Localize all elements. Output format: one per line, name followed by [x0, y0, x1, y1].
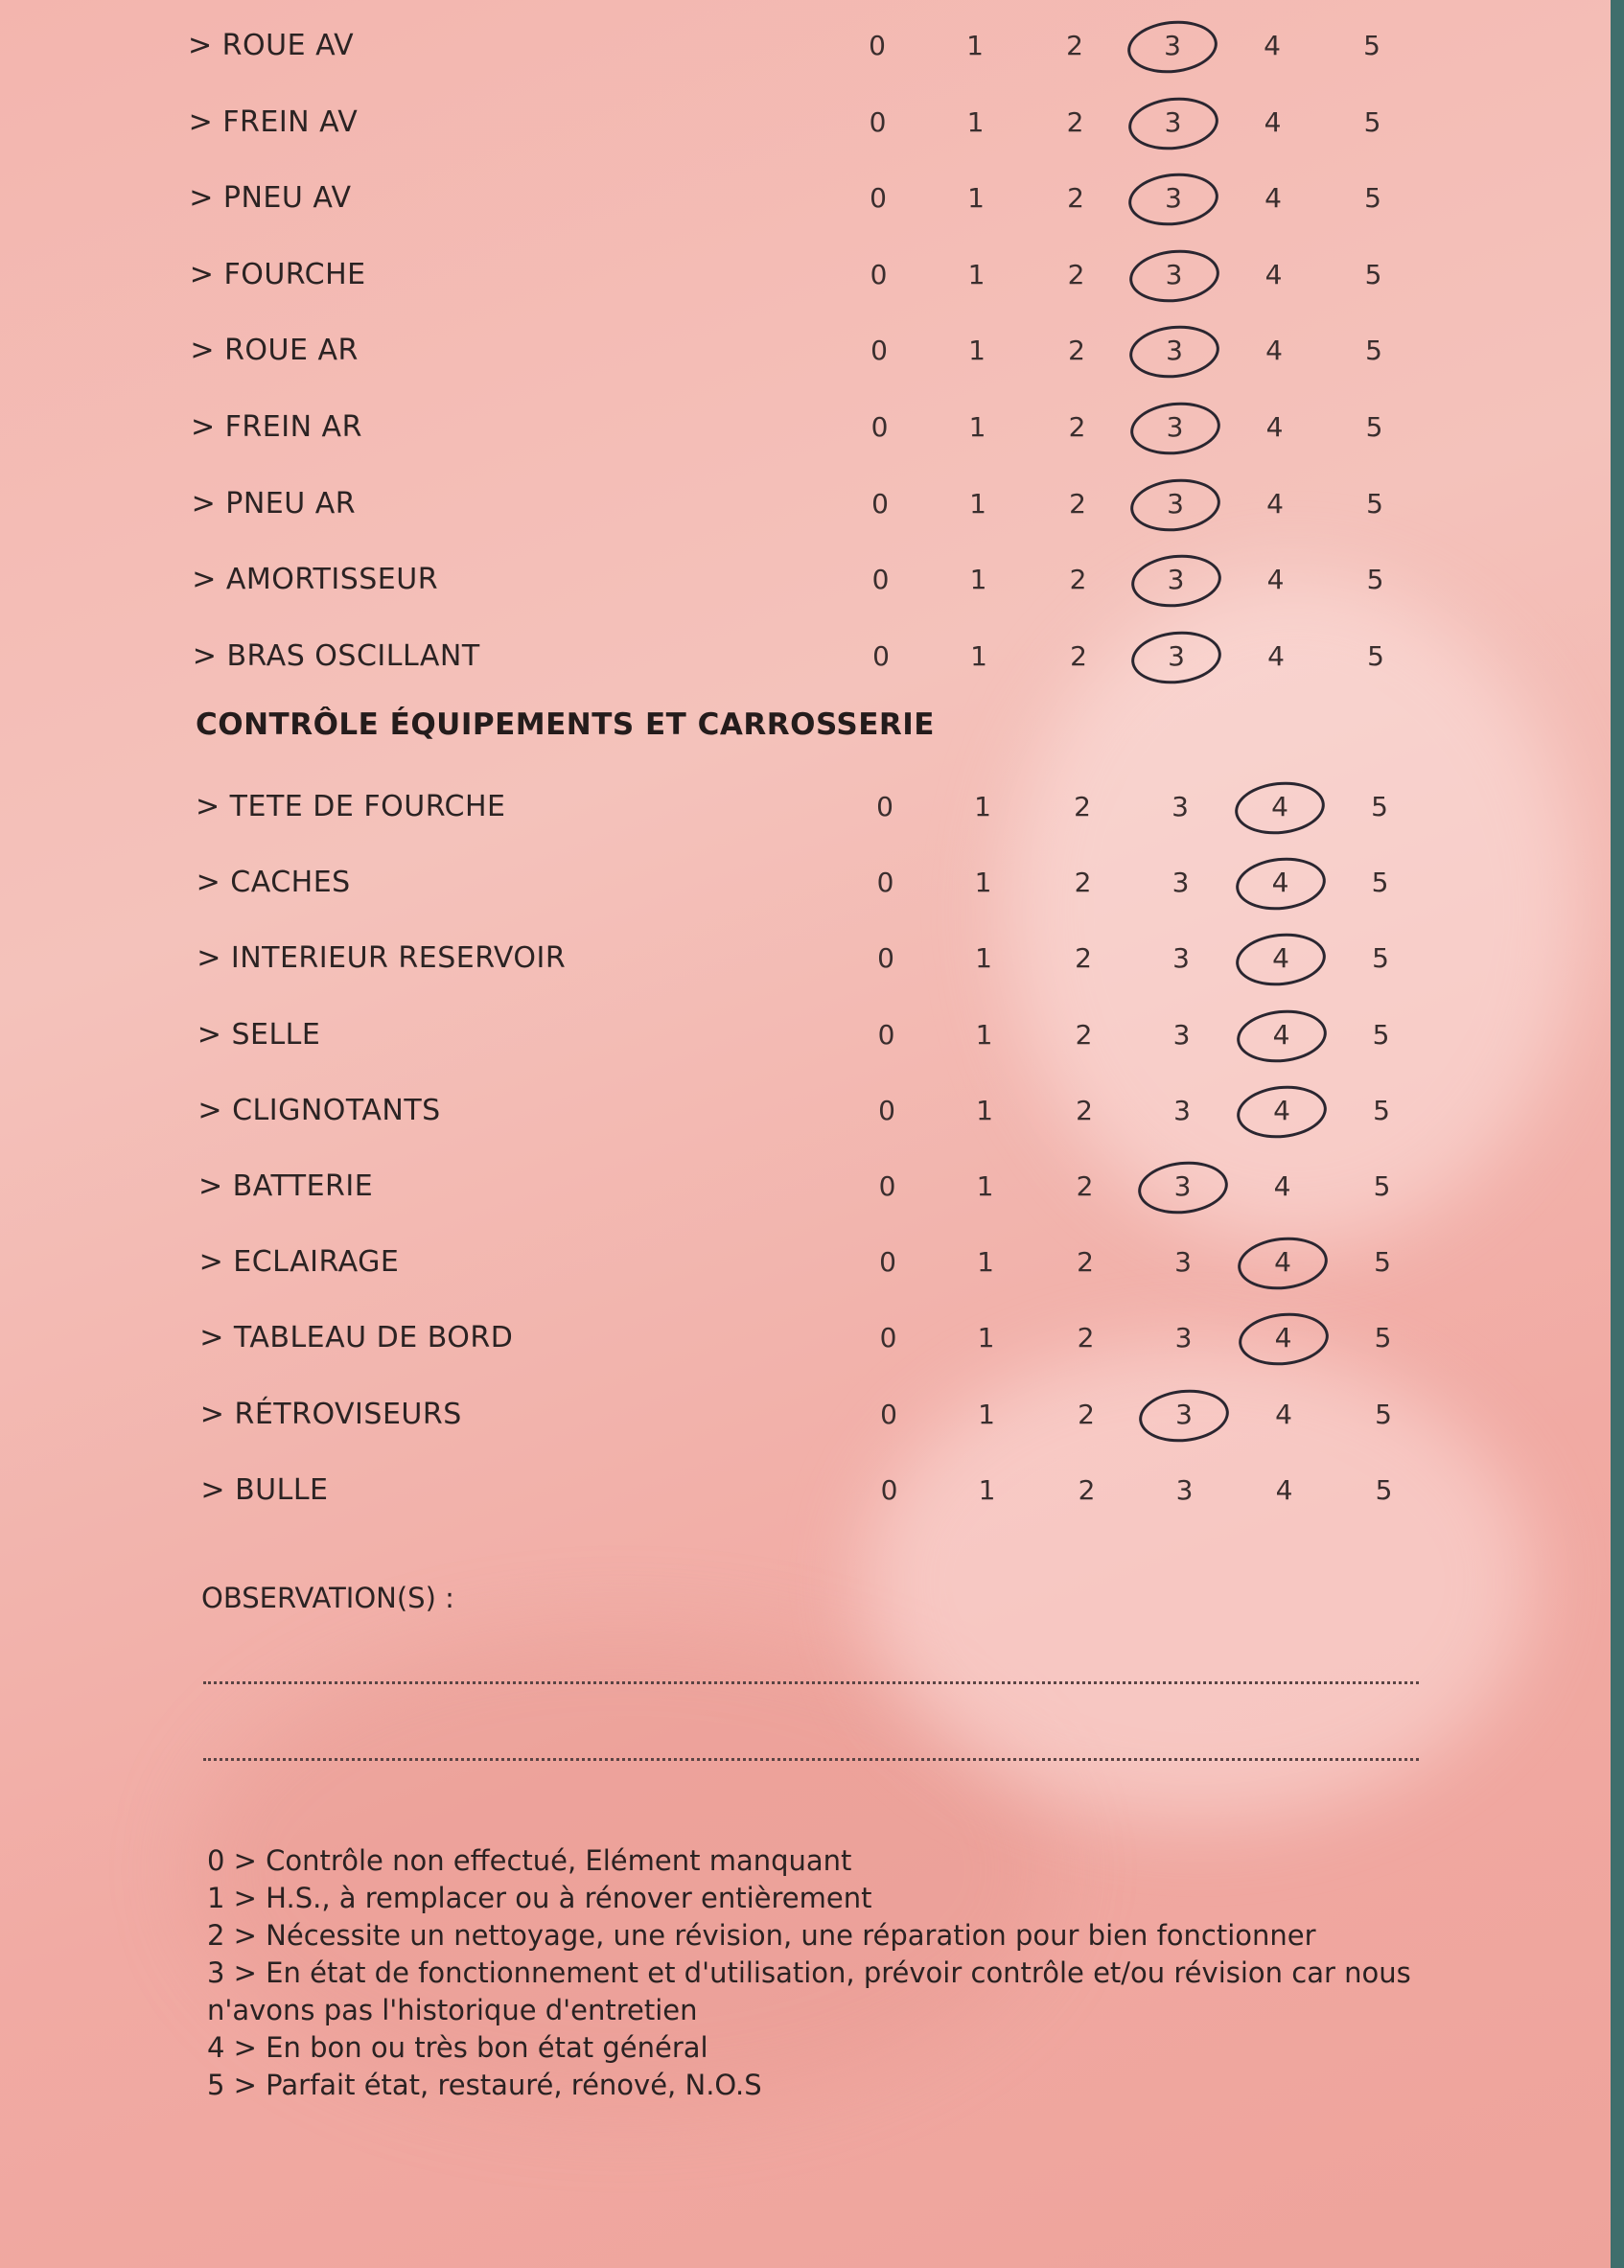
checklist-item-label: > BULLE	[200, 1472, 329, 1507]
rating-option[interactable]: 0	[871, 487, 889, 520]
observation-line[interactable]	[203, 1758, 1419, 1761]
rating-option[interactable]: 2	[1077, 1322, 1095, 1354]
rating-option[interactable]: 5	[1374, 1246, 1391, 1279]
checklist-item-label: > ROUE AV	[188, 29, 355, 62]
checklist-row	[0, 475, 1611, 533]
checklist-row	[0, 399, 1611, 456]
rating-option-selected[interactable]: 4	[1247, 854, 1314, 912]
rating-option[interactable]: 2	[1075, 942, 1092, 975]
checklist-row	[0, 246, 1611, 304]
checklist-item-label: > FREIN AV	[188, 104, 359, 139]
rating-option-selected[interactable]: 3	[1141, 322, 1208, 380]
checklist-row	[0, 1462, 1611, 1519]
rating-option[interactable]: 1	[967, 258, 986, 290]
rating-option-selected[interactable]: 3	[1143, 628, 1210, 685]
rating-option[interactable]: 5	[1373, 1170, 1391, 1202]
checklist-row	[0, 628, 1611, 685]
rating-option-selected[interactable]: 3	[1150, 1386, 1218, 1444]
rating-option-selected[interactable]: 3	[1143, 551, 1210, 609]
rating-option-selected[interactable]: 3	[1139, 17, 1206, 75]
rating-option[interactable]: 1	[970, 639, 987, 672]
checklist-row	[0, 322, 1611, 380]
rating-option[interactable]: 4	[1267, 639, 1285, 672]
rating-option-selected[interactable]: 4	[1250, 1309, 1317, 1367]
checklist-item-label: > FOURCHE	[189, 257, 366, 291]
rating-option[interactable]: 2	[1074, 867, 1092, 899]
checklist-row	[0, 778, 1611, 836]
checklist-item-label: > AMORTISSEUR	[192, 563, 439, 597]
rating-option[interactable]: 1	[976, 1094, 993, 1126]
checklist-row	[0, 94, 1611, 151]
rating-option[interactable]: 3	[1175, 1473, 1194, 1506]
rating-option[interactable]: 4	[1264, 182, 1282, 215]
checklist-item-label: > BATTERIE	[198, 1169, 374, 1203]
rating-option-selected[interactable]: 3	[1141, 246, 1208, 304]
rating-option[interactable]: 2	[1067, 182, 1084, 215]
rating-option-selected[interactable]: 3	[1142, 475, 1209, 533]
rating-option[interactable]: 0	[877, 1018, 895, 1051]
rating-option-selected[interactable]: 3	[1140, 170, 1207, 227]
rating-option[interactable]: 0	[877, 942, 894, 975]
rating-option[interactable]: 5	[1375, 1473, 1393, 1506]
rating-option[interactable]: 2	[1066, 30, 1083, 61]
checklist-row	[0, 170, 1611, 227]
rating-option[interactable]: 3	[1173, 1094, 1191, 1126]
rating-option-selected[interactable]: 4	[1249, 1234, 1316, 1291]
checklist-item-label: > CLIGNOTANTS	[197, 1093, 441, 1127]
rating-option[interactable]: 5	[1364, 182, 1381, 215]
checklist-item-label: > TABLEAU DE BORD	[199, 1321, 514, 1355]
rating-option[interactable]: 1	[969, 564, 987, 596]
rating-option[interactable]: 1	[974, 867, 992, 899]
rating-option-selected[interactable]: 4	[1246, 778, 1313, 836]
legend-line: 2 > Nécessite un nettoyage, une révision, une réparation pour bien fonctionner	[207, 1919, 1316, 1952]
rating-option[interactable]: 2	[1076, 1094, 1093, 1126]
rating-option[interactable]: 1	[975, 942, 992, 975]
legend-line: 4 > En bon ou très bon état général	[207, 2031, 708, 2064]
rating-option[interactable]: 4	[1266, 487, 1284, 520]
rating-option[interactable]: 5	[1366, 564, 1384, 596]
rating-option[interactable]: 5	[1363, 105, 1381, 138]
rating-option[interactable]: 0	[879, 1246, 896, 1279]
rating-option[interactable]: 1	[978, 1398, 995, 1430]
checklist-item-label: > BRAS OSCILLANT	[192, 638, 480, 673]
legend-line: 5 > Parfait état, restauré, rénové, N.O.S	[207, 2069, 762, 2101]
rating-option-selected[interactable]: 4	[1248, 1082, 1315, 1140]
rating-option[interactable]: 2	[1078, 1473, 1096, 1506]
rating-option[interactable]: 4	[1264, 105, 1282, 138]
checklist-row	[0, 1158, 1611, 1215]
checklist-item-label: > FREIN AR	[191, 410, 362, 444]
rating-option[interactable]: 5	[1371, 867, 1389, 899]
checklist-item-label: > PNEU AV	[189, 181, 352, 216]
rating-option[interactable]: 5	[1372, 1018, 1390, 1051]
rating-option[interactable]: 0	[871, 564, 890, 596]
checklist-row	[0, 1007, 1611, 1064]
legend-line: 1 > H.S., à remplacer ou à rénover entièrement	[207, 1882, 872, 1914]
rating-option[interactable]: 1	[967, 182, 985, 215]
rating-option[interactable]: 1	[966, 105, 985, 138]
rating-option[interactable]: 0	[876, 867, 894, 899]
observation-line[interactable]	[203, 1681, 1419, 1684]
checklist-row	[0, 930, 1611, 987]
checklist-row	[0, 1234, 1611, 1291]
rating-option[interactable]: 2	[1068, 335, 1085, 367]
rating-option[interactable]: 1	[977, 1322, 995, 1354]
rating-option[interactable]: 0	[870, 182, 887, 215]
rating-option[interactable]: 1	[974, 791, 991, 822]
checklist-row	[0, 1386, 1611, 1444]
rating-option[interactable]: 1	[968, 335, 986, 367]
rating-option[interactable]: 5	[1365, 335, 1382, 367]
rating-option[interactable]: 2	[1077, 1246, 1094, 1279]
rating-option[interactable]: 0	[870, 411, 889, 443]
rating-option[interactable]: 5	[1367, 639, 1384, 672]
rating-option-selected[interactable]: 3	[1142, 399, 1209, 456]
rating-option[interactable]: 5	[1372, 942, 1389, 975]
rating-option[interactable]: 2	[1067, 258, 1085, 290]
rating-option[interactable]: 4	[1264, 258, 1283, 290]
rating-option[interactable]: 0	[878, 1094, 895, 1126]
rating-option[interactable]: 1	[975, 1018, 993, 1051]
rating-option[interactable]: 3	[1172, 1018, 1191, 1051]
rating-option[interactable]: 3	[1172, 942, 1190, 975]
rating-option[interactable]: 1	[966, 30, 984, 61]
rating-option[interactable]: 0	[878, 1170, 896, 1202]
rating-option[interactable]: 5	[1371, 791, 1388, 822]
rating-option-selected[interactable]: 4	[1247, 930, 1314, 987]
rating-option-selected[interactable]: 3	[1149, 1158, 1217, 1215]
rating-option[interactable]: 1	[977, 1246, 994, 1279]
rating-option[interactable]: 3	[1172, 791, 1189, 822]
rating-option[interactable]: 5	[1366, 487, 1383, 520]
rating-option[interactable]: 1	[978, 1473, 996, 1506]
rating-option[interactable]: 5	[1375, 1398, 1392, 1430]
rating-option[interactable]: 4	[1275, 1473, 1293, 1506]
observations-label: OBSERVATION(S) :	[201, 1582, 454, 1614]
rating-option[interactable]: 4	[1265, 411, 1284, 443]
rating-option[interactable]: 2	[1069, 487, 1086, 520]
checklist-row	[0, 17, 1611, 75]
checklist-row	[0, 1082, 1611, 1140]
rating-option[interactable]: 4	[1264, 30, 1281, 61]
rating-option[interactable]: 2	[1074, 791, 1091, 822]
checklist-item-label: > INTERIEUR RESERVOIR	[197, 941, 567, 976]
section-title: CONTRÔLE ÉQUIPEMENTS ET CARROSSERIE	[196, 707, 935, 742]
rating-option-selected[interactable]: 4	[1248, 1007, 1315, 1064]
rating-option[interactable]: 4	[1266, 564, 1285, 596]
checklist-item-label: > PNEU AR	[191, 486, 357, 521]
rating-option[interactable]: 2	[1075, 1018, 1093, 1051]
rating-option[interactable]: 0	[870, 258, 888, 290]
rating-option[interactable]: 5	[1363, 30, 1380, 61]
checklist-item-label: > CACHES	[196, 866, 351, 900]
rating-option[interactable]: 0	[869, 30, 886, 61]
rating-option[interactable]: 1	[969, 487, 986, 520]
legend-line: n'avons pas l'historique d'entretien	[207, 1994, 698, 2026]
rating-option[interactable]: 2	[1066, 105, 1084, 138]
rating-legend	[207, 1842, 1434, 2104]
rating-option[interactable]: 3	[1172, 867, 1190, 899]
checklist-row	[0, 854, 1611, 912]
rating-option[interactable]: 5	[1364, 258, 1382, 290]
rating-option[interactable]: 0	[879, 1322, 897, 1354]
rating-option[interactable]: 2	[1069, 564, 1087, 596]
checklist-row	[0, 551, 1611, 609]
rating-option[interactable]: 3	[1174, 1322, 1193, 1354]
rating-option[interactable]: 4	[1265, 335, 1283, 367]
rating-option[interactable]: 1	[976, 1170, 994, 1202]
rating-option[interactable]: 2	[1068, 411, 1086, 443]
checklist-item-label: > TETE DE FOURCHE	[196, 790, 506, 823]
rating-option[interactable]: 5	[1365, 411, 1383, 443]
legend-line: 3 > En état de fonctionnement et d'utilisation, prévoir contrôle et/ou révision car nous	[207, 1956, 1411, 1989]
rating-option[interactable]: 0	[880, 1398, 897, 1430]
rating-option[interactable]: 5	[1373, 1094, 1390, 1126]
rating-option[interactable]: 2	[1070, 639, 1087, 672]
rating-option[interactable]: 0	[870, 335, 888, 367]
rating-option[interactable]: 5	[1374, 1322, 1392, 1354]
checklist-row	[0, 1309, 1611, 1367]
rating-option[interactable]: 2	[1078, 1398, 1095, 1430]
rating-option[interactable]: 2	[1076, 1170, 1094, 1202]
rating-option[interactable]: 3	[1174, 1246, 1192, 1279]
rating-option[interactable]: 0	[872, 639, 890, 672]
checklist-item-label: > RÉTROVISEURS	[199, 1397, 462, 1431]
rating-option[interactable]: 0	[876, 791, 893, 822]
rating-option[interactable]: 4	[1273, 1170, 1291, 1202]
rating-option-selected[interactable]: 3	[1140, 94, 1207, 151]
legend-line: 0 > Contrôle non effectué, Elément manquant	[207, 1844, 852, 1877]
rating-option[interactable]: 0	[869, 105, 887, 138]
rating-option[interactable]: 1	[968, 411, 986, 443]
checklist-item-label: > ROUE AR	[190, 334, 359, 368]
rating-option[interactable]: 4	[1275, 1398, 1292, 1430]
checklist-item-label: > ECLAIRAGE	[198, 1245, 400, 1280]
checklist-item-label: > SELLE	[197, 1017, 321, 1052]
rating-option[interactable]: 0	[880, 1473, 898, 1506]
